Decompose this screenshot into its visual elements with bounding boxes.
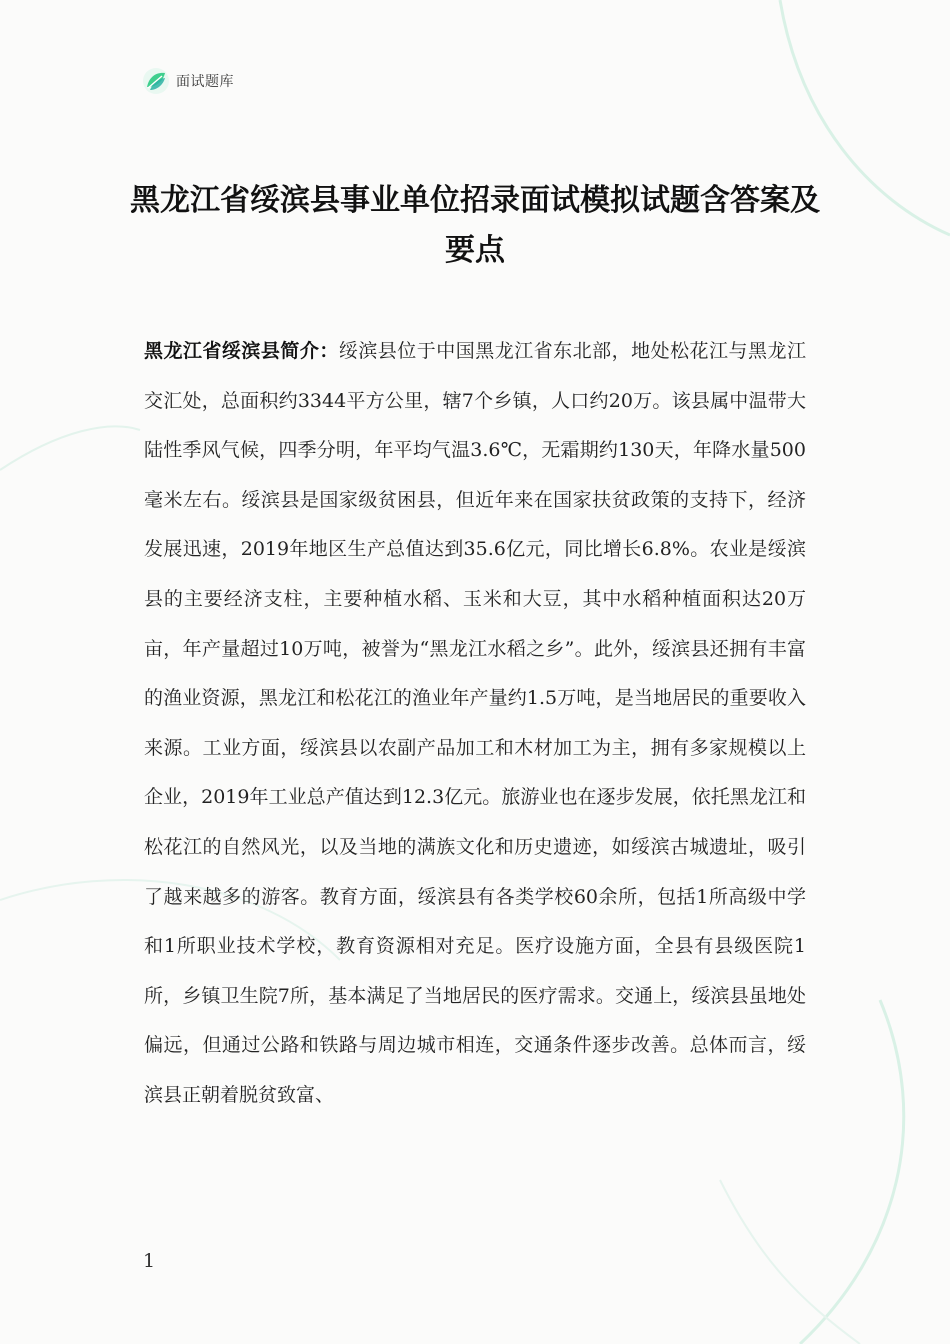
page-number: 1 [143,1250,156,1272]
document-title: 黑龙江省绥滨县事业单位招录面试模拟试题含答案及要点 [130,183,820,268]
document-body-paragraph [144,327,806,1121]
intro-label: 黑龙江省绥滨县简介： [144,340,339,362]
brand-name: 面试题库 [176,74,234,90]
brand-header [142,67,234,95]
intro-text: 绥滨县位于中国黑龙江省东北部，地处松花江与黑龙江交汇处，总面积约3344平方公里，辖7个乡镇，人口约20万。该县属中温带大陆性季风气候，四季分明，年平均气温3.6℃，无霜期约130天，年降水量500毫米左右。绥滨县是国家级贫困县，但近年来在国家扶贫政策的支持下，经济发展迅速，2019年地区生产总值达到35.6亿元，同比增长6.8%。农业是绥滨县的主要经济支柱，主要种植水稻、玉米和大豆，其中水稻种植面积达20万亩，年产量超过10万吨，被誉为“黑龙江水稻之乡”。此外，绥滨县还拥有丰富的渔业资源，黑龙江和松花江的渔业年产量约1.5万吨，是当地居民的重要收入来源。工业方面，绥滨县以农副产品加工和木材加工为主，拥有多家规模以上企业，2019年工业总产值达到12.3亿元。旅游业也在逐步发展，依托黑龙江和松花江的自然风光，以及当地的满族文化和历史遗迹，如绥滨古城遗址，吸引了越来越多的游客。教育方面，绥滨县有各类学校60余所，包括1所高级中学和1所职业技术学校，教育资源相对充足。医疗设施方面，全县有县级医院1所，乡镇卫生院7所，基本满足了当地居民的医疗需求。交通上，绥滨县虽地处偏远，但通过公路和铁路与周边城市相连，交通条件逐步改善。总体而言，绥滨县正朝着脱贫致富、 [144,340,806,1106]
leaf-logo-icon [142,67,170,95]
